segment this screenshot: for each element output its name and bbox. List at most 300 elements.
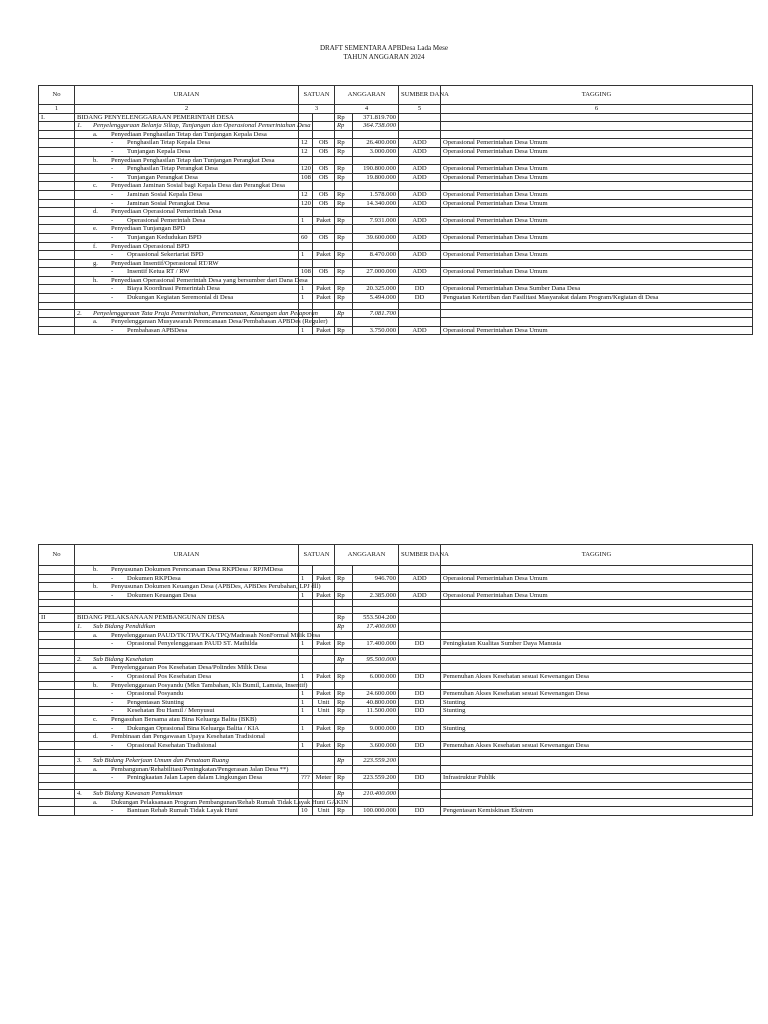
row-number — [39, 139, 75, 148]
row-tag — [441, 733, 753, 742]
row-qty: 12 — [299, 147, 313, 156]
activity-title: Penyediaan Insentif/Operasional RT/RW — [111, 259, 219, 267]
activity-title: Penyediaan Operasional Pemerintah Desa — [111, 208, 222, 216]
row-currency — [335, 664, 353, 673]
row-description — [75, 216, 299, 225]
row-tag — [441, 790, 753, 799]
row-tag — [441, 208, 753, 217]
empty-cell — [313, 607, 335, 614]
row-description — [75, 294, 299, 303]
activity-title: Penyelenggaraan Pos Kesehatan Desa/Polindes Milik Desa — [111, 664, 267, 672]
row-number — [39, 807, 75, 816]
row-currency: Rp — [335, 757, 353, 766]
line-item-row — [39, 233, 753, 242]
row-number — [39, 225, 75, 234]
row-currency: Rp — [335, 807, 353, 816]
sub-bidang-row — [39, 757, 753, 766]
row-qty: 1 — [299, 285, 313, 294]
row-description — [75, 681, 308, 690]
row-qty — [299, 614, 313, 623]
sub-title: Sub Bidang Pendidikan — [93, 622, 156, 630]
line-item-row — [39, 690, 753, 699]
activity-title: Penyediaan Jaminan Sosial bagi Kepala Desa dan Perangkat Desa — [111, 182, 285, 190]
row-amount: 40.800.000 — [353, 698, 399, 707]
row-source: ADD — [399, 165, 441, 174]
row-description — [75, 715, 299, 724]
row-qty — [299, 622, 313, 631]
row-qty — [299, 208, 313, 217]
row-tag — [441, 259, 753, 268]
row-description — [75, 698, 299, 707]
empty-cell — [313, 750, 335, 757]
empty-cell — [299, 302, 313, 309]
empty-cell — [39, 750, 75, 757]
row-tag: Operasional Pemerintahan Desa Umum — [441, 165, 753, 174]
row-currency: Rp — [335, 268, 353, 277]
document-title: DRAFT SEMENTARA APBDesa Lada Mese — [319, 44, 449, 52]
dash-marker: - — [111, 326, 114, 334]
item-title: Opraasional Sekertariat BPD — [127, 251, 204, 259]
line-item-row — [39, 165, 753, 174]
row-tag — [441, 156, 753, 165]
header-sumber-dana: SUMBER DANA — [399, 86, 441, 105]
row-source — [399, 225, 441, 234]
activity-letter: a. — [93, 798, 98, 806]
item-title: Insentif Ketua RT / RW — [127, 268, 190, 276]
row-description — [75, 672, 299, 681]
row-qty: 120 — [299, 165, 313, 174]
sub-bidang-row — [39, 622, 753, 631]
row-tag: Operasional Pemerintahan Desa Umum — [441, 268, 753, 277]
activity-row — [39, 733, 753, 742]
row-amount: 946.700 — [353, 574, 399, 583]
row-source — [399, 681, 441, 690]
row-currency: Rp — [335, 147, 353, 156]
row-unit: OB — [313, 139, 335, 148]
dash-marker: - — [111, 574, 114, 582]
activity-title: Penyediaan Operasional BPD — [111, 242, 190, 250]
row-description — [75, 309, 318, 318]
activity-letter: a. — [93, 631, 98, 639]
row-unit: Paket — [313, 574, 335, 583]
row-unit — [313, 765, 335, 774]
row-unit — [313, 681, 335, 690]
row-unit — [313, 225, 335, 234]
line-item-row — [39, 268, 753, 277]
activity-letter: b. — [93, 156, 98, 164]
empty-cell — [441, 600, 753, 607]
empty-cell — [335, 600, 353, 607]
empty-cell — [335, 302, 353, 309]
row-tag: Pemenuhan Akses Kesehatan sesuai Kewenangan Desa — [441, 690, 753, 699]
row-tag: Peningkatan Kualitas Sumber Daya Manusia — [441, 640, 753, 649]
activity-letter: a. — [93, 318, 98, 326]
header-satuan: SATUAN — [299, 545, 335, 566]
empty-cell — [441, 607, 753, 614]
empty-cell — [39, 783, 75, 790]
empty-cell — [39, 600, 75, 607]
row-qty: 1 — [299, 251, 313, 260]
header-anggaran: ANGGARAN — [335, 86, 399, 105]
dash-marker: - — [111, 774, 114, 782]
row-currency: Rp — [335, 655, 353, 664]
row-amount: 223.559.200 — [353, 757, 399, 766]
row-number — [39, 182, 75, 191]
row-tag: Operasional Pemerintahan Desa Umum — [441, 251, 753, 260]
row-number — [39, 681, 75, 690]
row-source — [399, 655, 441, 664]
row-qty: 108 — [299, 173, 313, 182]
row-unit: OB — [313, 165, 335, 174]
header-uraian: URAIAN — [75, 86, 299, 105]
line-item-row — [39, 199, 753, 208]
row-description — [75, 208, 299, 217]
row-qty: 10 — [299, 807, 313, 816]
row-source — [399, 122, 441, 131]
row-number — [39, 631, 75, 640]
activity-letter: b. — [93, 583, 98, 591]
item-title: Oprasional Posyandu — [127, 690, 184, 698]
dash-marker: - — [111, 698, 114, 706]
row-currency: Rp — [335, 690, 353, 699]
row-source — [399, 182, 441, 191]
row-description — [75, 640, 299, 649]
row-currency: Rp — [335, 326, 353, 335]
activity-letter: a. — [93, 765, 98, 773]
row-amount — [353, 566, 399, 575]
row-description: BIDANG PENYELENGGARAAN PEMERINTAH DESA — [75, 113, 299, 122]
row-unit: Paket — [313, 294, 335, 303]
row-number — [39, 326, 75, 335]
row-tag: Operasional Pemerintahan Desa Umum — [441, 591, 753, 600]
row-source: DD — [399, 724, 441, 733]
row-source — [399, 614, 441, 623]
item-title: Dukungan Oprasional Bina Keluarga Balita / KIA — [127, 724, 260, 732]
line-item-row — [39, 216, 753, 225]
dash-marker: - — [111, 147, 114, 155]
row-tag: Operasional Pemerintahan Desa Umum — [441, 173, 753, 182]
row-description — [75, 774, 299, 783]
item-title: Pembahasan APBDesa — [127, 326, 188, 334]
empty-cell — [299, 600, 313, 607]
activity-row — [39, 798, 753, 807]
dash-marker: - — [111, 173, 114, 181]
activity-row — [39, 715, 753, 724]
row-source: ADD — [399, 591, 441, 600]
row-qty: 120 — [299, 199, 313, 208]
row-amount: 26.400.000 — [353, 139, 399, 148]
empty-cell — [353, 607, 399, 614]
activity-letter: a. — [93, 130, 98, 138]
activity-row — [39, 566, 753, 575]
row-description — [75, 798, 348, 807]
dash-marker: - — [111, 707, 114, 715]
row-amount: 39.600.000 — [353, 233, 399, 242]
row-number — [39, 147, 75, 156]
row-tag: Stunting — [441, 698, 753, 707]
empty-cell — [299, 783, 313, 790]
budget-table-page-2 — [38, 544, 753, 816]
row-source — [399, 583, 441, 592]
row-description — [75, 655, 299, 664]
row-source — [399, 631, 441, 640]
activity-row — [39, 631, 753, 640]
empty-cell — [353, 302, 399, 309]
row-tag — [441, 622, 753, 631]
row-description — [75, 757, 299, 766]
row-number — [39, 251, 75, 260]
activity-row — [39, 225, 753, 234]
row-source — [399, 790, 441, 799]
row-tag — [441, 655, 753, 664]
row-source — [399, 733, 441, 742]
activity-letter: e. — [93, 225, 98, 233]
row-currency — [335, 208, 353, 217]
item-title: Tunjangan Kedudukan BPD — [127, 233, 202, 241]
row-tag — [441, 715, 753, 724]
row-source: DD — [399, 774, 441, 783]
row-unit — [313, 259, 335, 268]
row-qty — [299, 715, 313, 724]
row-tag: Operasional Pemerintahan Desa Umum — [441, 147, 753, 156]
activity-title: Penyelenggaraan Posyandu (Mkn Tambahan, Kls Bumil, Lamsia, Insentif) — [111, 681, 308, 689]
row-description — [75, 242, 299, 251]
row-unit: Paket — [313, 326, 335, 335]
row-number — [39, 199, 75, 208]
empty-cell — [75, 600, 299, 607]
row-qty: 1 — [299, 707, 313, 716]
row-tag — [441, 225, 753, 234]
empty-cell — [75, 783, 299, 790]
row-tag — [441, 242, 753, 251]
document-year: TAHUN ANGGARAN 2024 — [343, 53, 425, 61]
line-item-row — [39, 591, 753, 600]
row-unit: Paket — [313, 690, 335, 699]
header-number-1: 1 — [39, 105, 75, 114]
header-uraian: URAIAN — [75, 545, 299, 566]
row-qty: 1 — [299, 640, 313, 649]
row-number — [39, 724, 75, 733]
activity-title: Penyusunan Dokumen Perencanaan Desa RKPDesa / RPJMDesa — [111, 566, 283, 573]
row-number — [39, 640, 75, 649]
dash-marker: - — [111, 741, 114, 749]
row-qty — [299, 225, 313, 234]
row-unit — [313, 182, 335, 191]
activity-title: Penyediaan Penghasilan Tetap dan Tunjangan Perangkat Desa — [111, 156, 275, 164]
row-tag: Penguatan Ketertiban dan Fasilitasi Masyarakat dalam Program/Kegiatan di Desa — [441, 294, 753, 303]
row-unit — [313, 276, 335, 285]
row-unit — [313, 113, 335, 122]
row-number — [39, 707, 75, 716]
row-currency: Rp — [335, 774, 353, 783]
line-item-row — [39, 741, 753, 750]
item-title: Oprasional Penyelenggaraan PAUD ST. Mathilda — [127, 640, 258, 648]
row-source: ADD — [399, 233, 441, 242]
row-qty: 1 — [299, 690, 313, 699]
row-currency: Rp — [335, 614, 353, 623]
row-qty — [299, 242, 313, 251]
sub-title: Penyelenggaraan Belanja Siltap, Tunjangan dan Operasional Pemerintahan Desa — [93, 122, 311, 130]
activity-title: Penyediaan Penghasilan Tetap dan Tunjangan Kepala Desa — [111, 130, 267, 138]
row-qty — [299, 156, 313, 165]
row-qty: 1 — [299, 698, 313, 707]
row-currency: Rp — [335, 741, 353, 750]
row-currency: Rp — [335, 574, 353, 583]
row-amount: 210.400.000 — [353, 790, 399, 799]
row-amount: 553.504.200 — [353, 614, 399, 623]
row-unit: Paket — [313, 640, 335, 649]
row-amount — [353, 225, 399, 234]
sub-number: 2. — [77, 655, 82, 663]
row-number — [39, 757, 75, 766]
row-description — [75, 139, 299, 148]
activity-row — [39, 259, 753, 268]
row-source: DD — [399, 741, 441, 750]
row-qty: 1 — [299, 294, 313, 303]
row-qty: 60 — [299, 233, 313, 242]
empty-cell — [353, 648, 399, 655]
row-currency: Rp — [335, 622, 353, 631]
row-currency: Rp — [335, 294, 353, 303]
row-source — [399, 259, 441, 268]
blank-row — [39, 750, 753, 757]
row-number — [39, 774, 75, 783]
row-amount — [353, 715, 399, 724]
row-number — [39, 583, 75, 592]
item-title: Peningkaatan Jalan Lapen dalam Lingkungan Desa — [127, 774, 262, 782]
row-currency — [335, 733, 353, 742]
row-qty — [299, 655, 313, 664]
row-description — [75, 318, 328, 327]
row-number — [39, 285, 75, 294]
row-description — [75, 690, 299, 699]
header-anggaran: ANGGARAN — [335, 545, 399, 566]
row-tag — [441, 113, 753, 122]
row-number — [39, 591, 75, 600]
row-source — [399, 757, 441, 766]
activity-letter: c. — [93, 715, 98, 723]
sub-number: 2. — [77, 309, 82, 317]
row-unit: Paket — [313, 724, 335, 733]
row-description — [75, 156, 299, 165]
row-description — [75, 165, 299, 174]
row-number: I. — [39, 113, 75, 122]
row-number — [39, 672, 75, 681]
row-unit — [313, 122, 335, 131]
row-number — [39, 122, 75, 131]
row-source: DD — [399, 672, 441, 681]
activity-title: Penyelenggaraan PAUD/TK/TPA/TKA/TPQ/Madrasah NonFormal Milik Desa — [111, 631, 321, 639]
item-title: Dukungan Kegiatan Seremonial di Desa — [127, 294, 234, 302]
row-number — [39, 259, 75, 268]
sub-bidang-row — [39, 655, 753, 664]
row-amount — [353, 583, 399, 592]
item-title: Bantuan Rehab Rumah Tidak Layak Huni — [127, 807, 238, 815]
row-currency — [335, 259, 353, 268]
dash-marker: - — [111, 724, 114, 732]
activity-letter: h. — [93, 276, 98, 284]
row-currency — [335, 631, 353, 640]
row-currency: Rp — [335, 698, 353, 707]
row-source: DD — [399, 690, 441, 699]
row-tag — [441, 681, 753, 690]
row-description: BIDANG PELAKSANAAN PEMBANGUNAN DESA — [75, 614, 299, 623]
row-description — [75, 251, 299, 260]
row-qty: 1 — [299, 326, 313, 335]
row-currency: Rp — [335, 724, 353, 733]
row-source: ADD — [399, 326, 441, 335]
row-source: ADD — [399, 199, 441, 208]
empty-cell — [313, 783, 335, 790]
activity-title: Pembinaan dan Pengawasan Upaya Kesehatan Tradisional — [111, 733, 265, 741]
activity-title: Pembangunan/Rehabilitasi/Peningkatan/Pengerasan Jalan Desa **) — [111, 765, 289, 773]
activity-row — [39, 765, 753, 774]
row-description — [75, 741, 299, 750]
row-description — [75, 631, 321, 640]
row-currency — [335, 715, 353, 724]
row-source — [399, 113, 441, 122]
row-description — [75, 173, 299, 182]
row-tag: Pemenuhan Akses Kesehatan sesuai Kewenangan Desa — [441, 741, 753, 750]
activity-letter: c. — [93, 182, 98, 190]
row-tag — [441, 765, 753, 774]
empty-cell — [75, 750, 299, 757]
row-currency — [335, 182, 353, 191]
row-qty: 1 — [299, 672, 313, 681]
row-amount: 2.385.000 — [353, 591, 399, 600]
row-tag: Operasional Pemerintahan Desa Umum — [441, 574, 753, 583]
item-title: Tunjangan Kepala Desa — [127, 147, 191, 155]
row-unit: Unit — [313, 807, 335, 816]
activity-row — [39, 583, 753, 592]
row-unit: OB — [313, 199, 335, 208]
activity-title: Penyediaan Operasional Pemerintah Desa yang bersumber dari Dana Desa — [111, 276, 308, 284]
row-description — [75, 733, 299, 742]
row-unit — [313, 733, 335, 742]
row-unit: Paket — [313, 591, 335, 600]
row-source — [399, 715, 441, 724]
row-amount: 8.470.000 — [353, 251, 399, 260]
item-title: Jaminan Sosial Perangkat Desa — [127, 199, 210, 207]
row-number — [39, 208, 75, 217]
row-amount: 17.400.000 — [353, 640, 399, 649]
row-number — [39, 242, 75, 251]
row-number — [39, 698, 75, 707]
header-sumber-dana: SUMBER DANA — [399, 545, 441, 566]
row-source: DD — [399, 807, 441, 816]
row-amount — [353, 664, 399, 673]
row-unit — [313, 614, 335, 623]
dash-marker: - — [111, 807, 114, 815]
row-unit — [313, 655, 335, 664]
dash-marker: - — [111, 216, 114, 224]
sub-bidang-row — [39, 122, 753, 131]
activity-letter: d. — [93, 733, 98, 741]
empty-cell — [353, 750, 399, 757]
row-number — [39, 715, 75, 724]
row-source: ADD — [399, 268, 441, 277]
row-unit — [313, 208, 335, 217]
row-currency: Rp — [335, 199, 353, 208]
row-description — [75, 259, 299, 268]
row-unit — [313, 156, 335, 165]
row-tag — [441, 631, 753, 640]
row-currency: Rp — [335, 233, 353, 242]
row-qty: 108 — [299, 268, 313, 277]
activity-row — [39, 182, 753, 191]
row-currency: Rp — [335, 190, 353, 199]
activity-row — [39, 318, 753, 327]
